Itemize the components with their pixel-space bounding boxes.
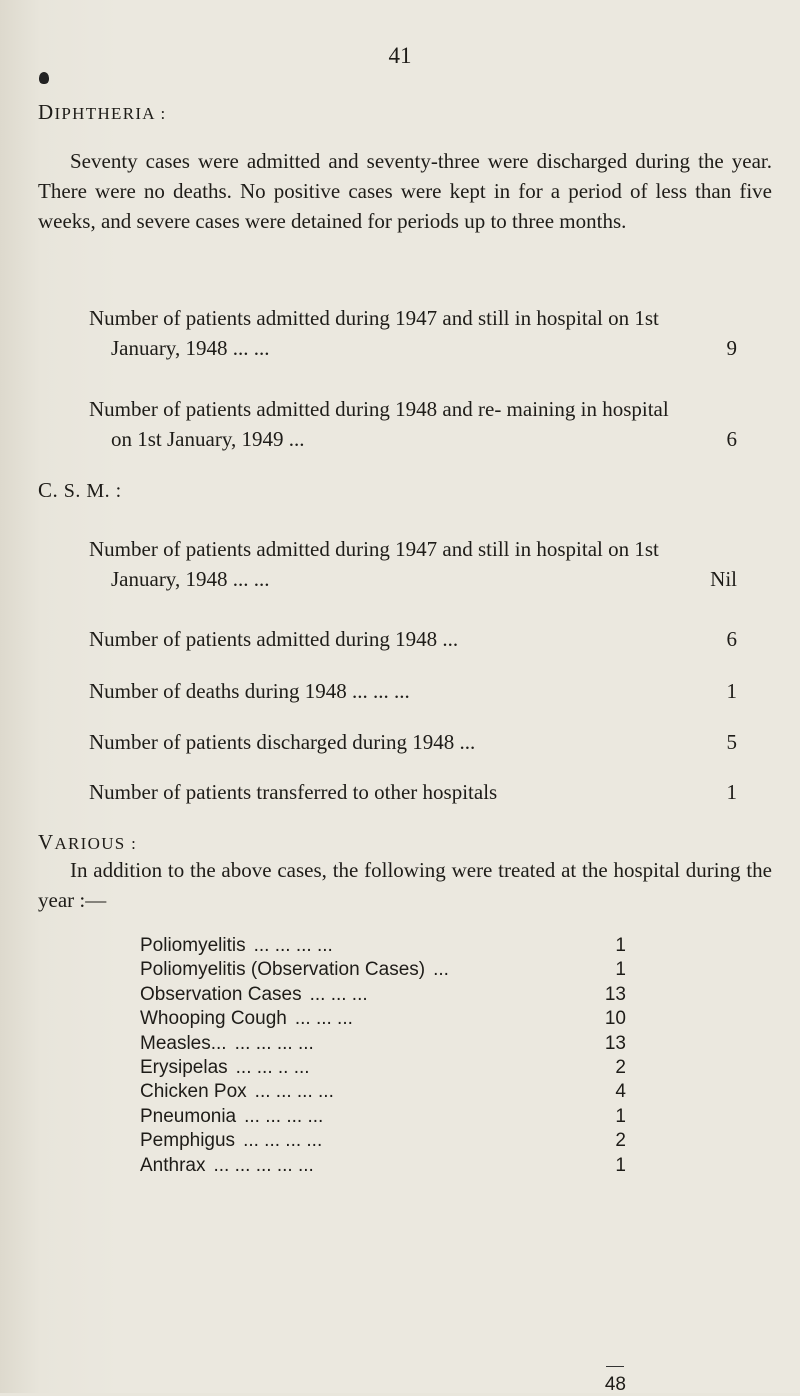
list-item-name: Anthrax — [140, 1154, 206, 1176]
list-item — [140, 983, 626, 1007]
row-text: Number of patients admitted during 1947 and still in hospital on 1st January, 1948 ... ... — [89, 537, 659, 591]
list-item-name: Pemphigus — [140, 1130, 236, 1152]
list-item-value: 4 — [615, 1081, 626, 1103]
diphtheria-row — [89, 303, 737, 363]
list-item-value: 1 — [615, 1154, 626, 1176]
row-text: Number of deaths during 1948 ... ... ... — [89, 679, 410, 703]
row-value: 1 — [726, 780, 737, 804]
list-item-value: 10 — [604, 1008, 626, 1030]
row-text: Number of patients discharged during 1948 ... — [89, 730, 476, 754]
total-value: 48 — [604, 1374, 626, 1395]
diphtheria-heading: DIPHTHERIA : — [38, 100, 167, 124]
csm-heading: C. S. M. : — [38, 478, 122, 502]
list-item-leader: ... ... ... ... — [234, 1032, 314, 1054]
list-item-leader: ... — [433, 959, 449, 981]
diphtheria-row — [89, 394, 737, 454]
list-item-leader: ... ... ... ... ... — [213, 1154, 314, 1176]
page-number: 41 — [388, 43, 412, 68]
list-item — [140, 1129, 626, 1153]
list-item-value: 2 — [615, 1057, 626, 1078]
list-item-name: Whooping Cough — [140, 1008, 287, 1030]
various-heading: VARIOUS : — [38, 830, 138, 854]
list-item-leader: ... ... ... — [309, 983, 368, 1005]
csm-row — [89, 534, 737, 594]
list-item-leader: ... ... ... ... — [243, 1130, 323, 1152]
total-rule — [606, 1366, 624, 1367]
list-item-value: 1 — [615, 935, 626, 956]
list-item-name: Poliomyelitis — [140, 935, 246, 956]
row-value: 6 — [726, 627, 737, 651]
list-item-name: Pneumonia — [140, 1105, 237, 1127]
csm-row — [89, 777, 737, 807]
list-item-leader: ... ... ... ... — [254, 1081, 334, 1103]
csm-row — [89, 676, 737, 706]
list-item — [140, 1105, 626, 1129]
row-value: 9 — [726, 336, 737, 360]
list-item — [140, 958, 626, 982]
diphtheria-paragraph: Seventy cases were admitted and seventy-three were discharged during the year. There were no deaths. No positive cases were kept in for a period of less than five weeks, and severe cases were detained for periods up to three months. — [38, 149, 772, 233]
list-item-name: Erysipelas — [140, 1057, 228, 1078]
list-item — [140, 1056, 626, 1080]
list-item — [140, 1032, 626, 1056]
row-text: Number of patients admitted during 1948 ... — [89, 627, 459, 651]
list-item-name: Chicken Pox — [140, 1081, 247, 1103]
row-text: Number of patients admitted during 1947 and still in hospital on 1st January, 1948 ... ... — [89, 306, 659, 360]
ink-mark-icon — [39, 72, 49, 84]
list-item-leader: ... ... ... — [294, 1008, 353, 1030]
list-item — [140, 1080, 626, 1104]
list-item-value: 1 — [615, 1105, 626, 1127]
list-item-leader: ... ... ... ... — [244, 1105, 324, 1127]
csm-row — [89, 727, 737, 757]
row-value: 6 — [726, 427, 737, 451]
list-item-name: Observation Cases — [140, 983, 302, 1005]
row-value: 5 — [726, 730, 737, 754]
list-item-value: 2 — [615, 1130, 626, 1152]
list-item — [140, 934, 626, 958]
list-item-name: Measles... — [140, 1032, 227, 1054]
list-item-leader: ... ... ... ... — [253, 935, 333, 956]
list-item-value: 13 — [604, 983, 626, 1005]
row-value: 1 — [726, 679, 737, 703]
csm-row — [89, 624, 737, 654]
row-text: Number of patients transferred to other hospitals — [89, 780, 498, 804]
list-item — [140, 1154, 626, 1178]
list-item — [140, 1007, 626, 1031]
row-text: Number of patients admitted during 1948 and re- maining in hospital on 1st January, 1949 ... — [89, 397, 669, 451]
row-value: Nil — [710, 567, 737, 591]
list-item-value: 13 — [604, 1032, 626, 1054]
list-item-name: Poliomyelitis (Observation Cases) — [140, 959, 426, 981]
list-item-value: 1 — [615, 959, 626, 981]
list-item-leader: ... ... .. ... — [235, 1057, 310, 1078]
various-paragraph: In addition to the above cases, the following were treated at the hospital during the year :— — [38, 858, 772, 912]
